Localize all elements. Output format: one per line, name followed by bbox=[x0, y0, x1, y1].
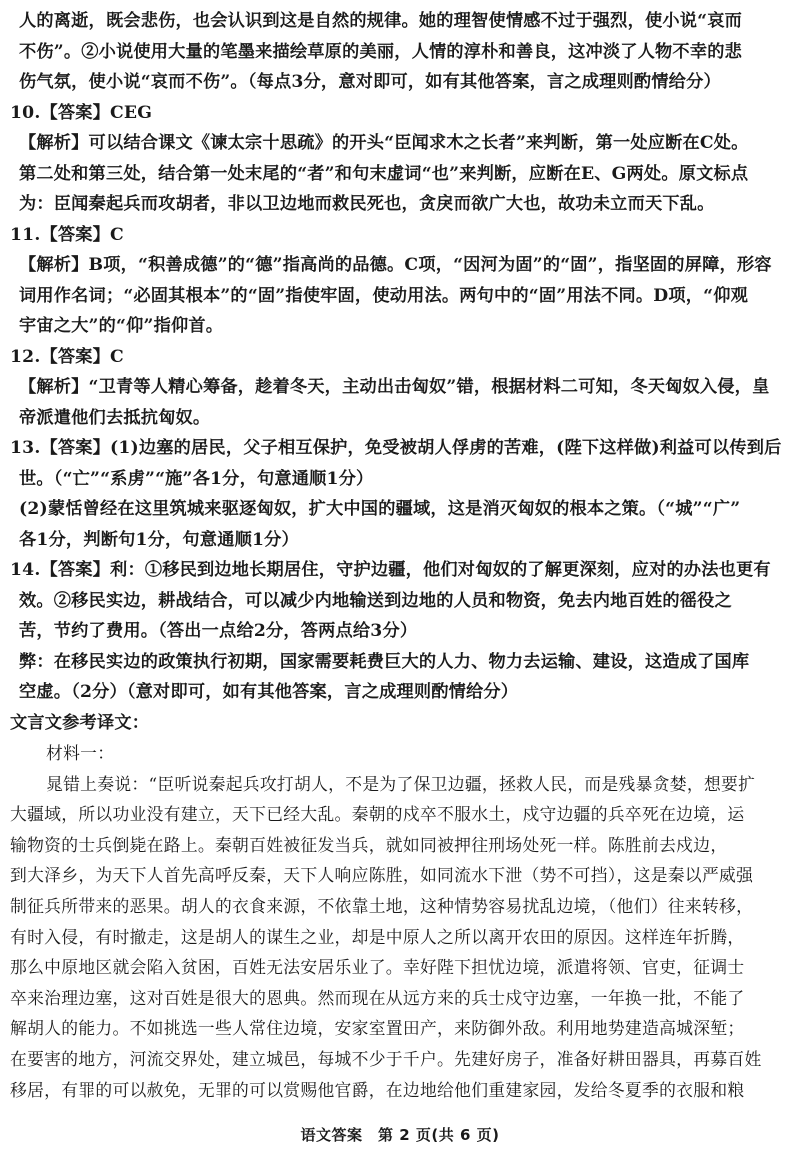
answer-line: 不伤”。②小说使用大量的笔墨来描绘草原的美丽，人情的淳朴和善良，这冲淡了人物不幸的悲 bbox=[19, 41, 742, 62]
page-footer: 语文答案 第 2 页(共 6 页) bbox=[300, 1126, 500, 1144]
answer-line: 【解析】可以结合课文《谏太宗十思疏》的开头“臣闻求木之长者”来判断，第一处应断在C处。 bbox=[19, 133, 749, 153]
answer-block bbox=[10, 6, 784, 708]
answer-line: 词用作名词；“必固其根本”的“固”指使牢固，使动用法。两句中的“固”用法不同。D项，“仰观 bbox=[19, 285, 749, 306]
translation-line: 卒来治理边塞，这对百姓是很大的恩典。然而现在从远方来的兵士戍守边塞，一年换一批，不能了 bbox=[10, 987, 745, 1008]
material-label: 材料一： bbox=[46, 743, 115, 763]
translation-line: 在要害的地方，河流交界处，建立城邑，每城不少于千户。先建好房子，准备好耕田器具，再募百姓 bbox=[10, 1048, 762, 1069]
answer-line: 10.【答案】CEG bbox=[10, 102, 153, 123]
translation-line: 解胡人的能力。不如挑选一些人常住边境，安家室置田产，来防御外敌。利用地势建造高城深堑； bbox=[10, 1018, 745, 1039]
answer-line: (2)蒙恬曾经在这里筑城来驱逐匈奴，扩大中国的疆域，这是消灭匈奴的根本之策。（“城”“广” bbox=[19, 499, 741, 519]
answer-line: 为：臣闻秦起兵而攻胡者，非以卫边地而救民死也，贪戾而欲广大也，故功未立而天下乱。 bbox=[19, 194, 715, 214]
translation-line: 制征兵所带来的恶果。胡人的衣食来源，不依靠土地，这种情势容易扰乱边境，（他们）往来转移， bbox=[10, 895, 754, 916]
answer-line: 14.【答案】利：①移民到边地长期居住，守护边疆，他们对匈奴的了解更深刻，应对的办法也更有 bbox=[10, 560, 771, 580]
translation-line: 有时入侵，有时撤走，这是胡人的谋生之业，却是中原人之所以离开农田的原因。这样连年折腾， bbox=[10, 926, 745, 947]
answer-line: 12.【答案】C bbox=[10, 346, 124, 367]
answer-line: 各1分，判断句1分，句意通顺1分） bbox=[19, 529, 299, 550]
translation-line: 输物资的士兵倒毙在路上。秦朝百姓被征发当兵，就如同被押往刑场处死一样。陈胜前去戍边， bbox=[10, 834, 728, 855]
translation-line: 到大泽乡，为天下人首先高呼反秦，天下人响应陈胜，如同流水下泄（势不可挡），这是秦以严威强 bbox=[10, 865, 754, 886]
answer-line: 第二处和第三处，结合第一处末尾的“者”和句末虚词“也”来判断，应断在E、G两处。原文标点 bbox=[19, 163, 749, 184]
answer-line: 【解析】“卫青等人精心筹备，趁着冬天，主动出击匈奴”错，根据材料二可知，冬天匈奴入侵，皇 bbox=[19, 377, 770, 397]
answer-line: 【解析】B项，“积善成德”的“德”指高尚的品德。C项，“因河为固”的“固”，指坚固的屏障，形容 bbox=[19, 255, 772, 275]
answer-line: 11.【答案】C bbox=[10, 224, 124, 245]
answer-line: 弊：在移民实边的政策执行初期，国家需要耗费巨大的人力、物力去运输、建设，这造成了国库 bbox=[19, 651, 750, 672]
translation-line: 移居，有罪的可以赦免，无罪的可以赏赐他官爵，在边地给他们重建家园，发给冬夏季的衣服和粮 bbox=[10, 1079, 745, 1100]
translation-line: 那么中原地区就会陷入贫困，百姓无法安居乐业了。幸好陛下担忧边境，派遣将领、官吏，征调士 bbox=[10, 957, 745, 978]
section-heading: 文言文参考译文： bbox=[10, 712, 150, 733]
answer-line: 人的离逝，既会悲伤，也会认识到这是自然的规律。她的理智使情感不过于强烈，使小说“哀而 bbox=[19, 11, 742, 31]
answer-line: 效。②移民实边，耕战结合，可以减少内地输送到边地的人员和物资，免去内地百姓的徭役之 bbox=[19, 590, 732, 611]
translation-line: 大疆域，所以功业没有建立，天下已经大乱。秦朝的戍卒不服水土，戍守边疆的兵卒死在边境，运 bbox=[10, 804, 745, 825]
answer-line: 苦，节约了费用。（答出一点给2分，答两点给3分） bbox=[19, 621, 418, 641]
answer-line: 伤气氛，使小说“哀而不伤”。（每点3分，意对即可，如有其他答案，言之成理则酌情给分） bbox=[19, 72, 721, 92]
translation-block bbox=[10, 769, 784, 1106]
answer-line: 世。（“亡”“系虏”“施”各1分，句意通顺1分） bbox=[19, 468, 374, 489]
answer-line: 宇宙之大”的“仰”指仰首。 bbox=[19, 316, 224, 336]
answer-line: 帝派遣他们去抵抗匈奴。 bbox=[19, 407, 211, 428]
answer-line: 空虚。（2分）（意对即可，如有其他答案，言之成理则酌情给分） bbox=[19, 682, 519, 702]
translation-line: 晁错上奏说：“臣听说秦起兵攻打胡人，不是为了保卫边疆，拯救人民，而是残暴贪婪，想要扩 bbox=[46, 773, 756, 794]
answer-line: 13.【答案】(1)边塞的居民，父子相互保护，免受被胡人俘虏的苦难，(陛下这样做)利益可以传到后 bbox=[10, 438, 782, 458]
